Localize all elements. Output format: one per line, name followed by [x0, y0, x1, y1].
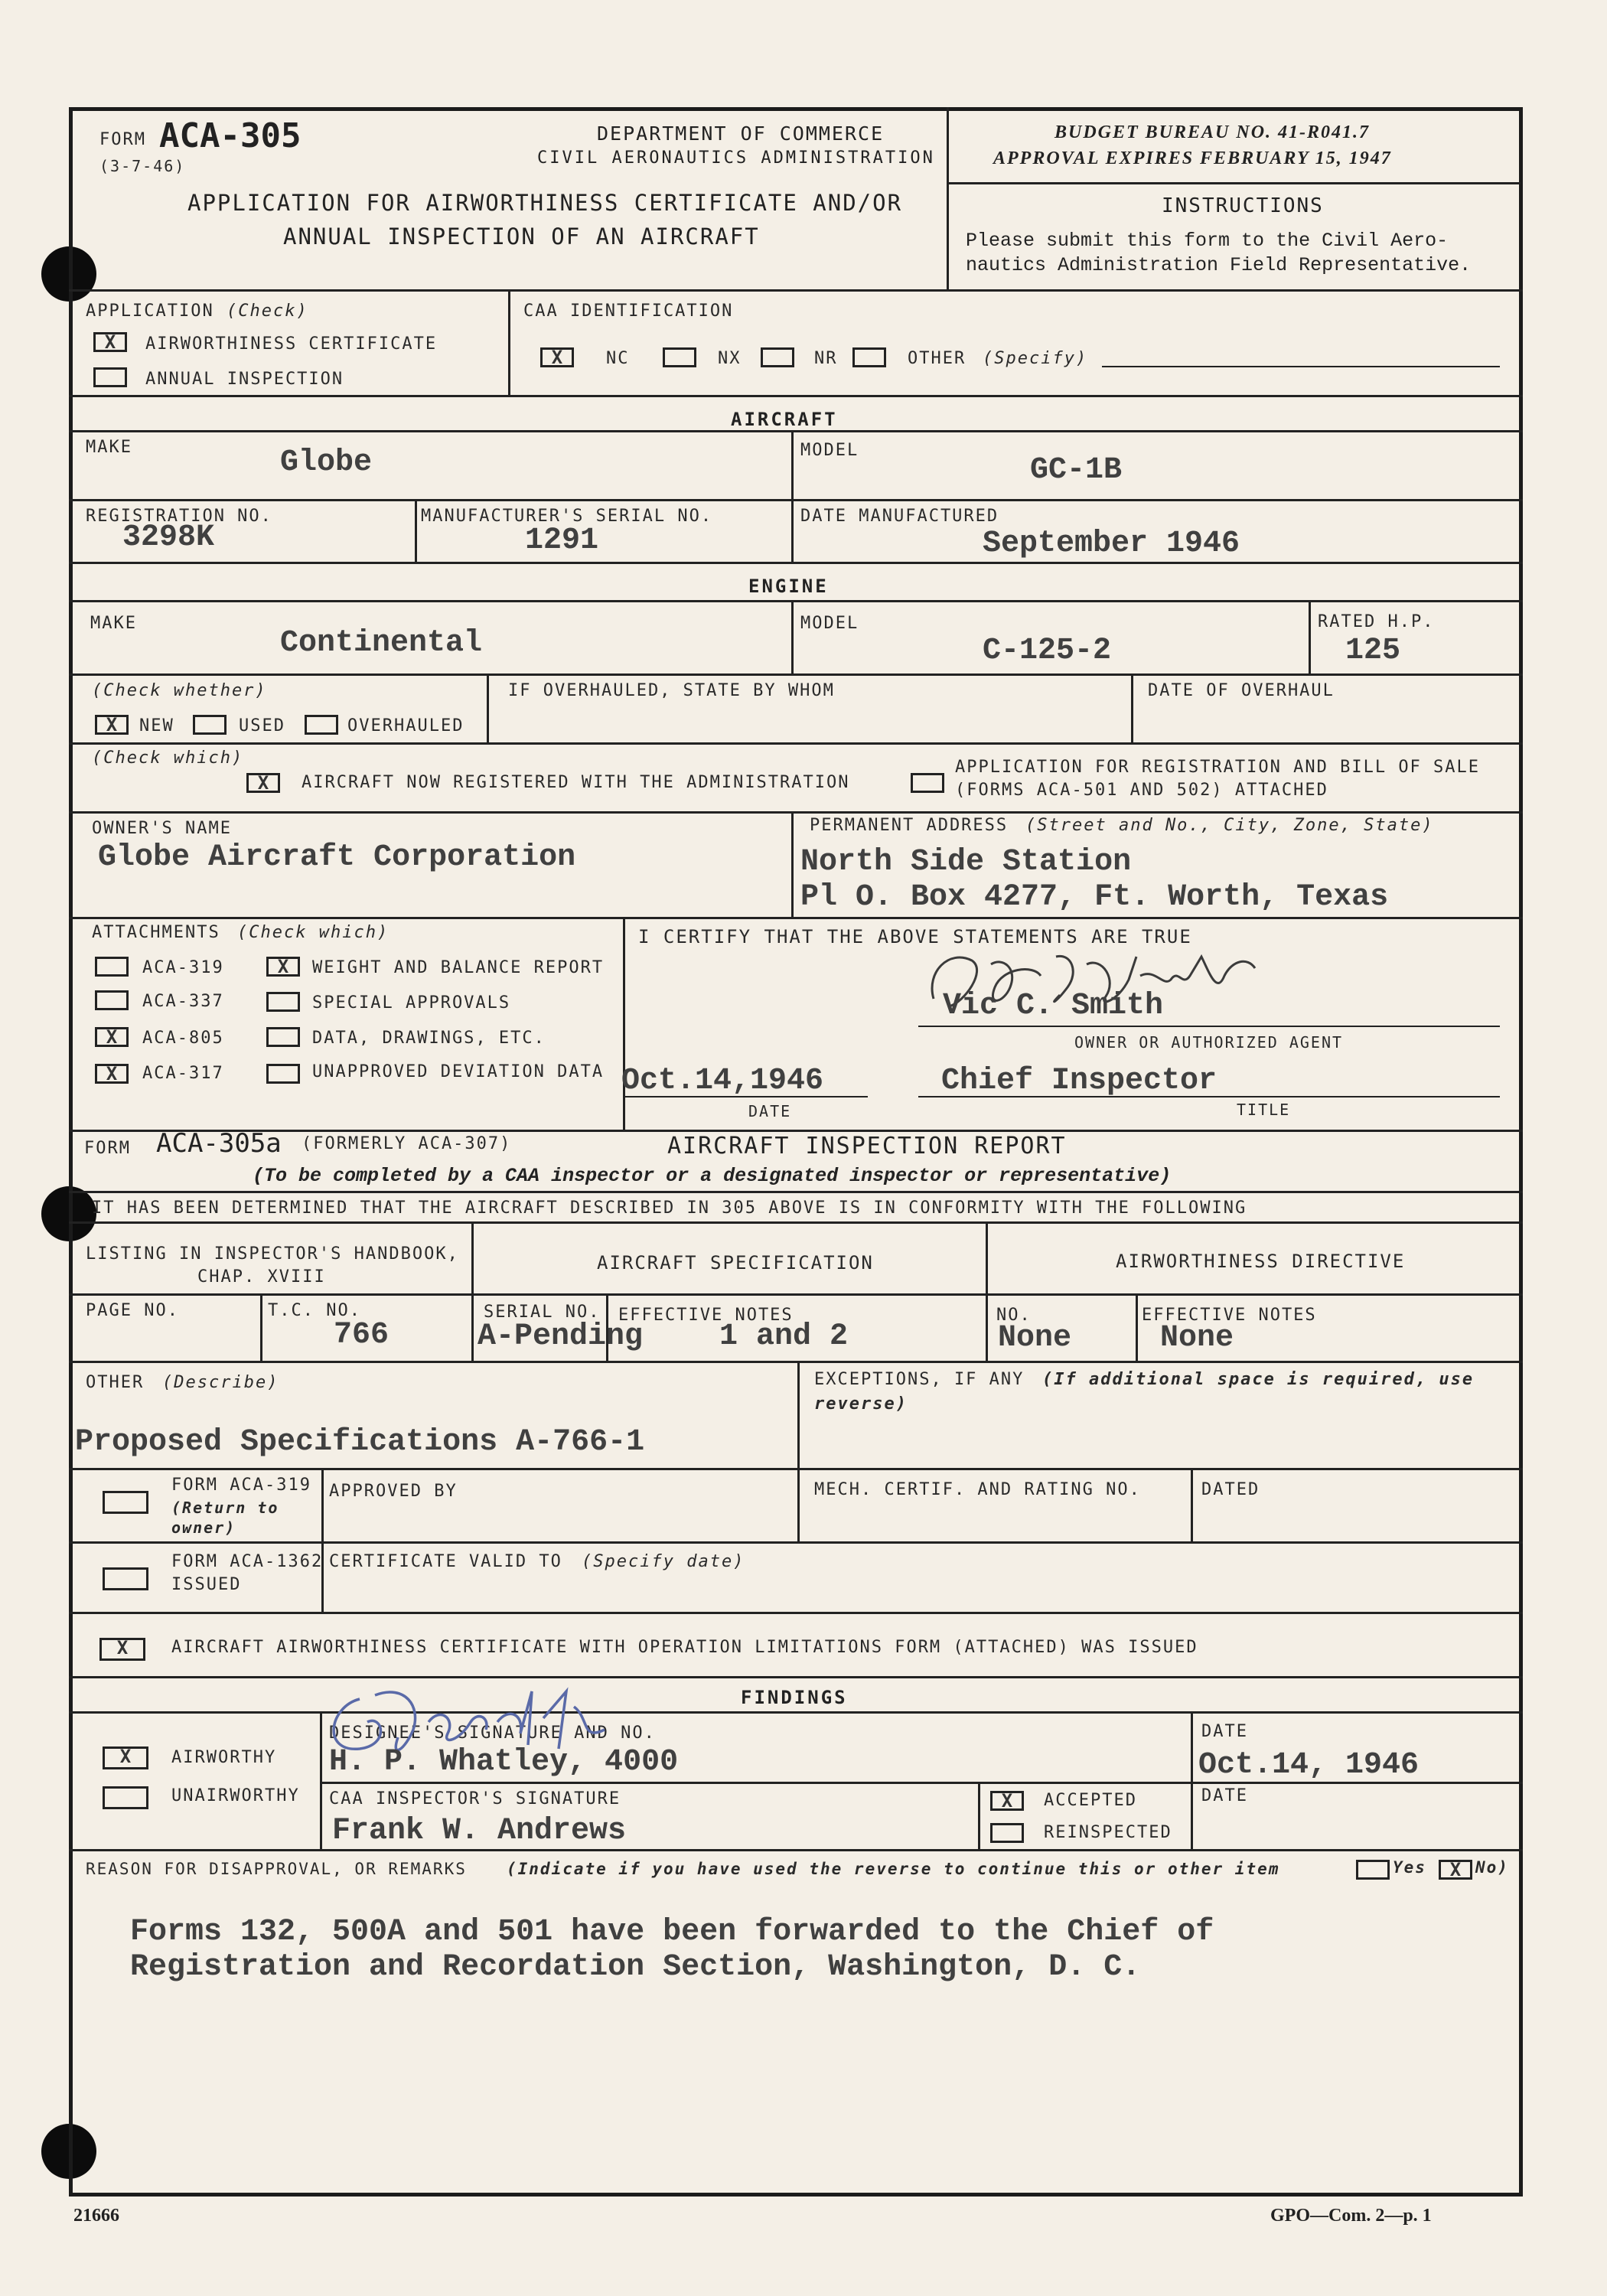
airworthy-checkbox[interactable]: X [103, 1746, 148, 1769]
other-describe-label: OTHER [86, 1373, 145, 1392]
remarks-hint: (Indicate if you have used the reverse to continue this or other item [507, 1860, 1280, 1878]
nx-checkbox[interactable] [663, 347, 696, 367]
registered-label: AIRCRAFT NOW REGISTERED WITH THE ADMINISTRATION [302, 773, 850, 792]
caa-identification-label: CAA IDENTIFICATION [523, 302, 734, 321]
other-description: Proposed Specifications A-766-1 [75, 1425, 645, 1459]
address-line1: North Side Station [800, 845, 1132, 879]
approval-expires: APPROVAL EXPIRES FEBRUARY 15, 1947 [993, 148, 1392, 168]
instructions-line1: Please submit this form to the Civil Aero- [966, 230, 1449, 252]
designee-name: H. P. Whatley, 4000 [329, 1745, 679, 1779]
remarks-line2: Registration and Recordation Section, Washington, D. C. [130, 1950, 1141, 1985]
dated-label: DATED [1201, 1480, 1260, 1499]
nx-label: NX [718, 349, 742, 368]
findings-date: Oct.14, 1946 [1198, 1748, 1420, 1782]
form-date: (3-7-46) [99, 157, 186, 175]
listing-line1: LISTING IN INSPECTOR'S HANDBOOK, [86, 1244, 459, 1264]
data-drawings-checkbox[interactable] [266, 1027, 300, 1047]
aca337-label: ACA-337 [142, 992, 224, 1011]
engine-new-checkbox[interactable]: X [95, 715, 129, 735]
engine-new-label: NEW [139, 716, 174, 735]
conformity-statement: IT HAS BEEN DETERMINED THAT THE AIRCRAFT DESCRIBED IN 305 ABOVE IS IN CONFORMITY WITH THE FOLLOWING [92, 1199, 1247, 1218]
remarks-yes-checkbox[interactable] [1356, 1860, 1390, 1880]
application-registration-line2: (FORMS ACA-501 AND 502) ATTACHED [955, 781, 1328, 800]
spec-header: AIRCRAFT SPECIFICATION [597, 1252, 874, 1274]
application-hint: (Check) [227, 302, 308, 321]
ad-no-label: NO. [996, 1306, 1032, 1325]
page-no-label: PAGE NO. [86, 1301, 179, 1320]
aca805-checkbox[interactable]: X [95, 1027, 129, 1047]
footer-gpo: GPO—Com. 2—p. 1 [1270, 2206, 1432, 2226]
findings-title: FINDINGS [741, 1687, 848, 1708]
inspection-formerly: (FORMERLY ACA-307) [302, 1134, 512, 1153]
certificate-issued-statement: AIRCRAFT AIRWORTHINESS CERTIFICATE WITH OPERATION LIMITATIONS FORM (ATTACHED) WAS ISSUED [171, 1638, 1198, 1657]
unapproved-deviation-checkbox[interactable] [266, 1064, 300, 1084]
aca337-checkbox[interactable] [95, 990, 129, 1010]
aircraft-model-label: MODEL [800, 441, 859, 460]
rated-hp: 125 [1345, 634, 1401, 668]
certify-statement: I CERTIFY THAT THE ABOVE STATEMENTS ARE TRUE [638, 926, 1192, 947]
address-label: PERMANENT ADDRESS [810, 816, 1009, 835]
application-registration-line1: APPLICATION FOR REGISTRATION AND BILL OF SALE [955, 758, 1481, 777]
overhauled-by-label: IF OVERHAULED, STATE BY WHOM [508, 681, 835, 700]
reinspected-label: REINSPECTED [1044, 1823, 1172, 1842]
spec-effective-notes: 1 and 2 [719, 1319, 849, 1354]
accepted-label: ACCEPTED [1044, 1791, 1137, 1810]
form-title-line2: ANNUAL INSPECTION OF AN AIRCRAFT [283, 223, 760, 249]
aca1362-checkbox[interactable] [103, 1567, 148, 1590]
aca319-return-line1: FORM ACA-319 [171, 1476, 311, 1495]
nc-checkbox[interactable]: X [540, 347, 574, 367]
exceptions-hint1: (If additional space is required, use [1042, 1370, 1475, 1389]
aca319-return-line2: (Return to [171, 1499, 279, 1517]
engine-section-title: ENGINE [748, 576, 829, 597]
mech-cert-label: MECH. CERTIF. AND RATING NO. [814, 1480, 1141, 1499]
ad-effective-notes-label: EFFECTIVE NOTES [1142, 1306, 1317, 1325]
date-of-overhaul-label: DATE OF OVERHAUL [1148, 681, 1335, 700]
inspection-title: AIRCRAFT INSPECTION REPORT [667, 1133, 1067, 1159]
remarks-label: REASON FOR DISAPPROVAL, OR REMARKS [86, 1860, 467, 1878]
registration-check-label: (Check which) [92, 748, 244, 768]
airworthy-label: AIRWORTHY [171, 1748, 277, 1767]
aca319-label: ACA-319 [142, 958, 224, 977]
remarks-yes-label: Yes [1393, 1858, 1426, 1877]
budget-bureau: BUDGET BUREAU NO. 41-R041.7 [1054, 122, 1371, 142]
address-hint: (Street and No., City, Zone, State) [1025, 816, 1434, 835]
aca317-checkbox[interactable]: X [95, 1064, 129, 1084]
owner-agent-label: OWNER OR AUTHORIZED AGENT [1074, 1033, 1344, 1052]
weight-balance-label: WEIGHT AND BALANCE REPORT [312, 958, 605, 977]
caa-inspector-label: CAA INSPECTOR'S SIGNATURE [329, 1789, 621, 1808]
administration: CIVIL AERONAUTICS ADMINISTRATION [537, 148, 935, 168]
spec-serial: A-Pending [478, 1319, 644, 1354]
aca317-label: ACA-317 [142, 1064, 224, 1083]
engine-make: Continental [280, 626, 483, 660]
certification-date: Oct.14,1946 [621, 1064, 824, 1098]
form-title-line1: APPLICATION FOR AIRWORTHINESS CERTIFICATE AND/OR [187, 190, 903, 216]
accepted-checkbox[interactable]: X [990, 1791, 1024, 1811]
application-label: APPLICATION [86, 302, 214, 321]
rated-hp-label: RATED H.P. [1318, 612, 1435, 631]
exceptions-hint2: reverse) [814, 1394, 908, 1414]
special-approvals-label: SPECIAL APPROVALS [312, 993, 511, 1013]
certification-title-label: TITLE [1237, 1101, 1291, 1119]
weight-balance-checkbox[interactable]: X [266, 957, 300, 977]
nc-label: NC [606, 349, 630, 368]
inspection-form-number: ACA-305a [156, 1128, 282, 1159]
aca1362-line2: ISSUED [171, 1575, 242, 1594]
owner-name-label: OWNER'S NAME [92, 819, 232, 838]
other-hint: (Specify) [983, 349, 1088, 368]
form-number: ACA-305 [159, 116, 302, 155]
special-approvals-checkbox[interactable] [266, 992, 300, 1012]
engine-used-label: USED [239, 716, 285, 735]
remarks-line1: Forms 132, 500A and 501 have been forwarded to the Chief of [130, 1915, 1214, 1949]
findings-date-label: DATE [1201, 1722, 1248, 1741]
caa-inspector-name: Frank W. Andrews [332, 1814, 627, 1848]
findings-date2-label: DATE [1201, 1786, 1248, 1805]
certificate-issued-checkbox[interactable]: X [99, 1638, 145, 1661]
engine-used-checkbox[interactable] [193, 715, 227, 735]
unairworthy-label: UNAIRWORTHY [171, 1786, 300, 1805]
listing-line2: CHAP. XVIII [197, 1267, 326, 1287]
date-manufactured-label: DATE MANUFACTURED [800, 507, 999, 526]
department: DEPARTMENT OF COMMERCE [597, 122, 885, 145]
engine-overhauled-checkbox[interactable] [305, 715, 338, 735]
aircraft-section-title: AIRCRAFT [731, 409, 838, 430]
aca319-return-checkbox[interactable] [103, 1491, 148, 1514]
application-registration-checkbox[interactable] [911, 773, 944, 793]
annual-inspection-label: ANNUAL INSPECTION [145, 370, 344, 389]
designee-label: DESIGNEE'S SIGNATURE AND NO. [329, 1724, 656, 1743]
nr-checkbox[interactable] [761, 347, 794, 367]
tc-number: 766 [334, 1318, 390, 1352]
aca805-label: ACA-805 [142, 1029, 224, 1048]
unairworthy-checkbox[interactable] [103, 1786, 148, 1809]
ad-effective-notes: None [1160, 1321, 1234, 1355]
spec-effective-notes-label: EFFECTIVE NOTES [618, 1306, 794, 1325]
airworthiness-checkbox[interactable]: X [93, 332, 127, 352]
remarks-no-checkbox[interactable]: X [1439, 1860, 1472, 1880]
directive-header: AIRWORTHINESS DIRECTIVE [1116, 1251, 1406, 1272]
spec-serial-label: SERIAL NO. [484, 1303, 601, 1322]
date-manufactured: September 1946 [983, 527, 1240, 561]
data-drawings-label: DATA, DRAWINGS, ETC. [312, 1029, 546, 1048]
unapproved-deviation-label: UNAPPROVED DEVIATION DATA [312, 1062, 605, 1081]
reinspected-checkbox[interactable] [990, 1823, 1024, 1843]
certification-title: Chief Inspector [941, 1064, 1217, 1098]
other-checkbox[interactable] [852, 347, 886, 367]
approved-by-label: APPROVED BY [329, 1482, 458, 1501]
other-describe-hint: (Describe) [162, 1373, 279, 1392]
inspection-subtitle: (To be completed by a CAA inspector or a designated inspector or representative) [253, 1165, 1172, 1187]
serial-label: MANUFACTURER'S SERIAL NO. [421, 507, 713, 526]
owner-name: Globe Aircraft Corporation [98, 840, 576, 875]
registration-label: REGISTRATION NO. [86, 507, 272, 526]
registered-checkbox[interactable]: X [246, 773, 280, 793]
form-label: FORM [99, 130, 146, 149]
engine-model: C-125-2 [983, 634, 1112, 668]
remarks-no-label: No) [1475, 1858, 1509, 1877]
valid-to-label: CERTIFICATE VALID TO [329, 1552, 562, 1571]
aca319-return-line3: owner) [171, 1518, 236, 1537]
instructions-title: INSTRUCTIONS [1162, 194, 1324, 217]
address-line2: Pl O. Box 4277, Ft. Worth, Texas [800, 880, 1389, 915]
owner-signer-name: Vic C. Smith [943, 989, 1164, 1023]
aca319-checkbox[interactable] [95, 957, 129, 977]
engine-overhauled-label: OVERHAULED [347, 716, 464, 735]
tc-no-label: T.C. NO. [268, 1301, 361, 1320]
engine-check-label: (Check whether) [92, 681, 267, 700]
registration-number: 3298K [122, 520, 215, 555]
annual-inspection-checkbox[interactable] [93, 367, 127, 387]
instructions-line2: nautics Administration Field Representative. [966, 254, 1472, 276]
other-label: OTHER [908, 349, 966, 368]
engine-model-label: MODEL [800, 614, 859, 633]
engine-make-label: MAKE [90, 614, 137, 633]
aircraft-make: Globe [280, 445, 373, 480]
footer-form-code: 21666 [73, 2206, 119, 2226]
ad-number: None [998, 1321, 1072, 1355]
nr-label: NR [814, 349, 838, 368]
serial-number: 1291 [525, 523, 599, 558]
attachments-label: ATTACHMENTS [92, 923, 220, 942]
inspection-form-label: FORM [84, 1139, 131, 1158]
certification-date-label: DATE [748, 1102, 792, 1120]
valid-to-hint: (Specify date) [582, 1552, 745, 1571]
airworthiness-label: AIRWORTHINESS CERTIFICATE [145, 334, 438, 354]
exceptions-label: EXCEPTIONS, IF ANY [814, 1370, 1025, 1389]
aircraft-make-label: MAKE [86, 438, 132, 457]
attachments-hint: (Check which) [237, 923, 390, 942]
aircraft-model: GC-1B [1030, 453, 1123, 488]
aca1362-line1: FORM ACA-1362 [171, 1552, 324, 1571]
